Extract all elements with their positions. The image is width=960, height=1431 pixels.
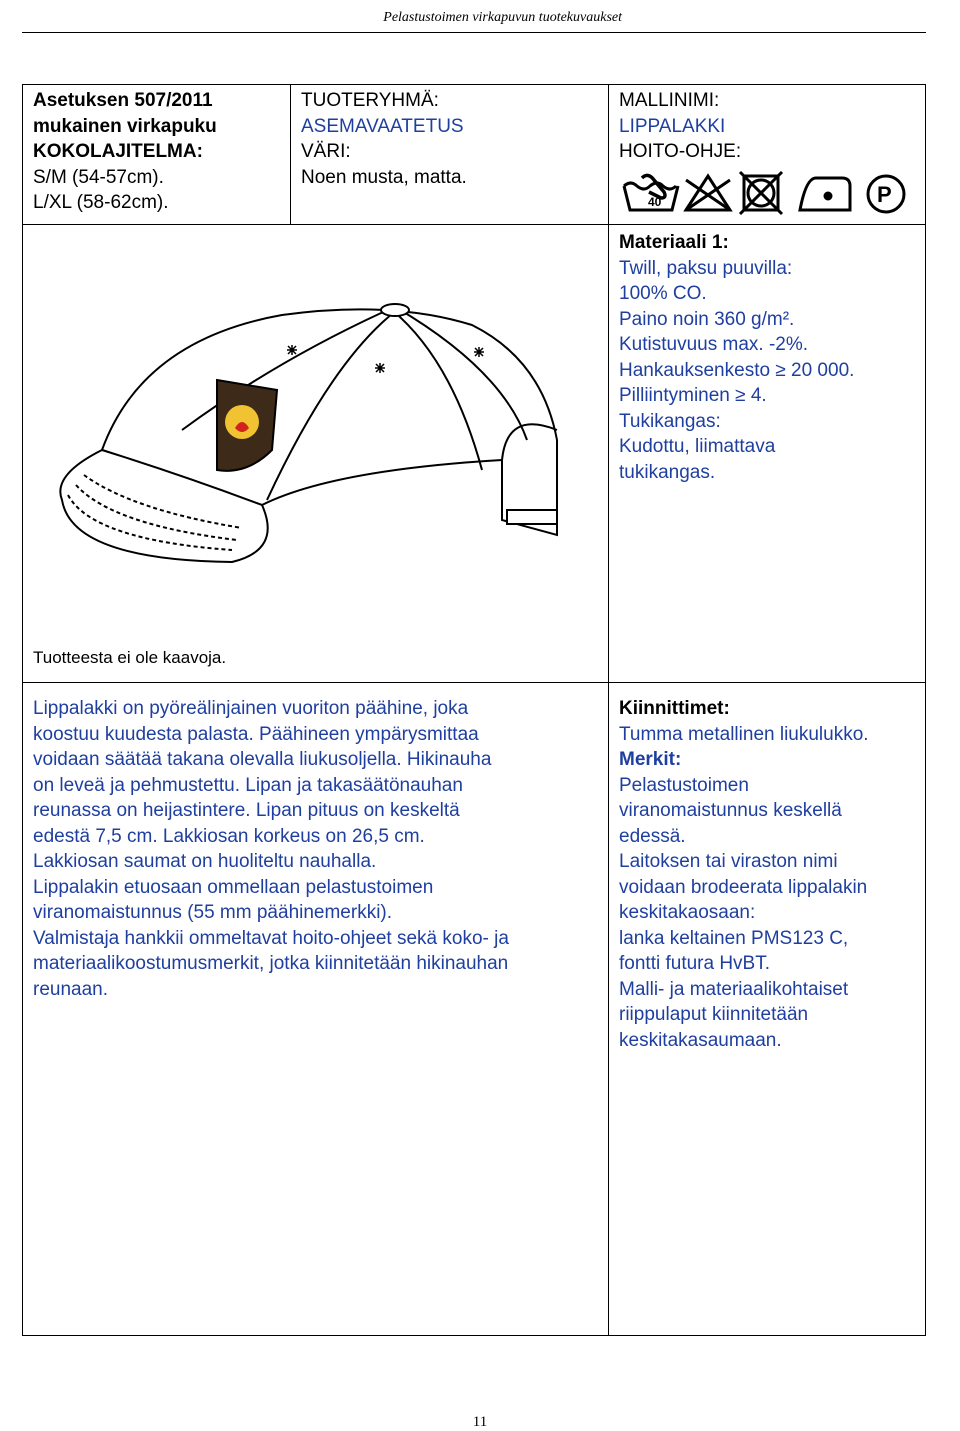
care-label: HOITO-OHJE:	[619, 141, 742, 162]
description-line: Valmistaja hankkii ommeltavat hoito-ohjeet sekä koko- ja	[33, 927, 509, 949]
fasteners-value: Tumma metallinen liukulukko.	[619, 723, 869, 745]
marks-line: viranomaistunnus keskellä	[619, 800, 842, 821]
marks-line: edessä.	[619, 825, 686, 847]
material-line: Pilliintyminen ≥ 4.	[619, 385, 767, 406]
running-header: Pelastustoimen virkapuvun tuotekuvaukset	[383, 10, 622, 25]
size-sm: S/M (54-57cm).	[33, 166, 164, 188]
marks-line: keskitakaosaan:	[619, 902, 756, 923]
marks-line: Pelastustoimen	[619, 774, 749, 796]
regulation-cell	[33, 88, 217, 216]
description-line: voidaan säätää takana olevalla liukusoljella. Hikinauha	[33, 749, 492, 770]
marks-line: Laitoksen tai viraston nimi	[619, 851, 838, 872]
marks-line: fontti futura HvBT.	[619, 953, 771, 974]
no-bleach-icon	[686, 176, 730, 210]
svg-text:P: P	[877, 182, 892, 207]
marks-line: voidaan brodeerata lippalakin	[619, 876, 868, 898]
model-cell	[619, 88, 741, 165]
regulation-line: mukainen virkapuku	[33, 115, 217, 137]
description-line: edestä 7,5 cm. Lakkiosan korkeus on 26,5 cm.	[33, 825, 425, 847]
size-range-title: KOKOLAJITELMA:	[33, 141, 203, 162]
size-lxl: L/XL (58-62cm).	[33, 192, 169, 213]
table-divider	[608, 84, 609, 1336]
description-line: viranomaistunnus (55 mm päähinemerkki).	[33, 902, 393, 923]
support-title: Tukikangas:	[619, 410, 721, 432]
marks-line: lanka keltainen PMS123 C,	[619, 927, 849, 949]
material-title: Materiaali 1:	[619, 232, 729, 253]
color-value: Noen musta, matta.	[301, 166, 467, 188]
page-number: 11	[472, 1414, 488, 1430]
marks-title: Merkit:	[619, 749, 682, 770]
description-line: Lakkiosan saumat on huoliteltu nauhalla.	[33, 851, 377, 872]
product-group-label: TUOTERYHMÄ:	[301, 90, 439, 111]
material-line: Hankauksenkesto ≥ 20 000.	[619, 359, 855, 381]
marks-line: riippulaput kiinnitetään	[619, 1004, 809, 1025]
material-line: Twill, paksu puuvilla:	[619, 257, 793, 279]
description-line: reunaan.	[33, 978, 109, 1000]
support-line: tukikangas.	[619, 461, 716, 483]
hand-wash-icon	[624, 175, 678, 210]
description-line: reunassa on heijastintere. Lipan pituus on keskeltä	[33, 800, 460, 821]
table-divider	[22, 224, 926, 225]
fasteners-title: Kiinnittimet:	[619, 698, 730, 719]
material-line: Paino noin 360 g/m².	[619, 308, 795, 330]
header-rule	[22, 32, 926, 33]
model-value: LIPPALAKKI	[619, 115, 726, 137]
marks-line: Malli- ja materiaalikohtaiset	[619, 978, 849, 1000]
support-line: Kudottu, liimattava	[619, 436, 776, 457]
material-line: Kutistuvuus max. -2%.	[619, 334, 809, 355]
care-symbols	[620, 170, 920, 218]
model-label: MALLINIMI:	[619, 90, 720, 111]
cap-illustration	[32, 300, 592, 570]
svg-text:40: 40	[648, 195, 662, 209]
fasteners-block	[619, 696, 869, 1053]
iron-low-icon	[800, 178, 850, 210]
table-divider	[22, 682, 926, 683]
product-group-value: ASEMAVAATETUS	[301, 115, 464, 137]
material-block	[619, 230, 854, 485]
product-group-cell	[301, 88, 467, 190]
description-line: Lippalakki on pyöreälinjainen vuoriton päähine, joka	[33, 698, 469, 719]
material-line: 100% CO.	[619, 283, 707, 304]
description-block	[33, 696, 509, 1002]
description-line: koostuu kuudesta palasta. Päähineen ympärysmittaa	[33, 723, 479, 745]
color-label: VÄRI:	[301, 141, 351, 162]
marks-line: keskitakasaumaan.	[619, 1029, 782, 1051]
dry-clean-p-icon	[868, 176, 904, 212]
description-line: Lippalakin etuosaan ommellaan pelastustoimen	[33, 876, 434, 898]
description-line: on leveä ja pehmustettu. Lipan ja takasäätönauhan	[33, 774, 463, 796]
description-line: materiaalikoostumusmerkit, jotka kiinnitetään hikinauhan	[33, 953, 509, 974]
no-tumble-dry-icon	[740, 172, 782, 214]
no-patterns-note: Tuotteesta ei ole kaavoja.	[33, 648, 227, 667]
table-divider	[290, 84, 291, 224]
regulation-line: Asetuksen 507/2011	[33, 90, 213, 111]
